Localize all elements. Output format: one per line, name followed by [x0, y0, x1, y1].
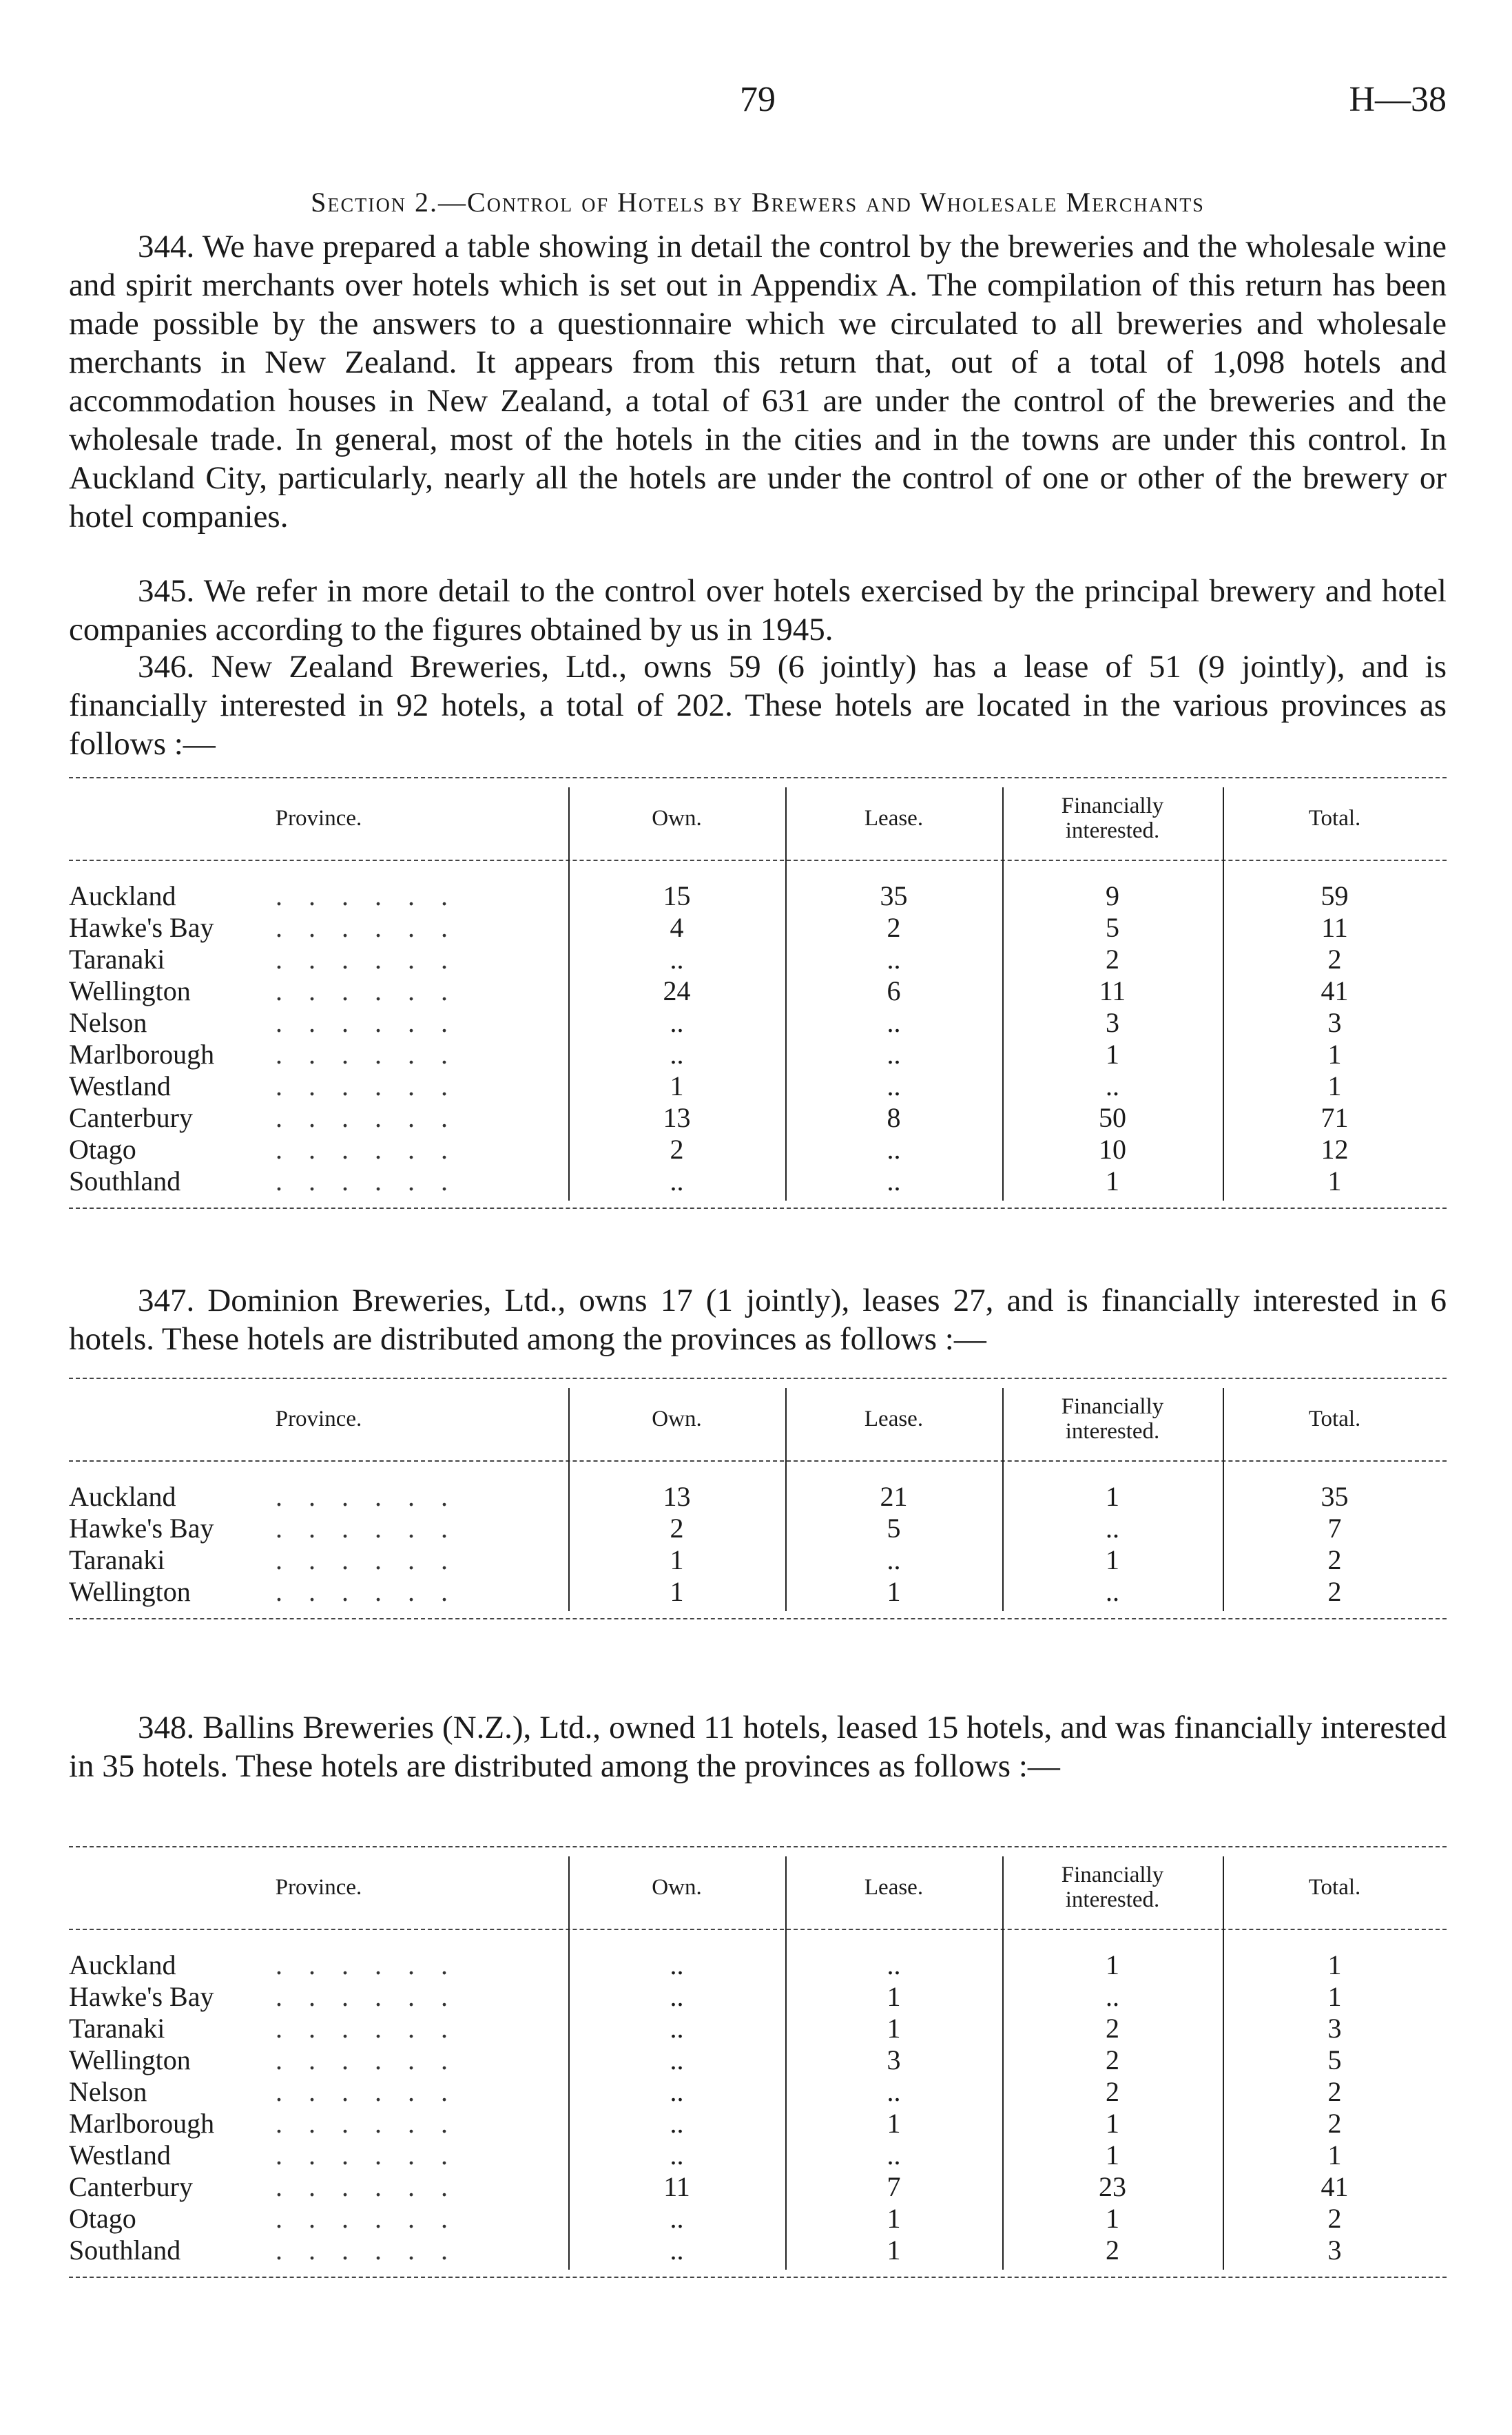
- cell-own: ..: [670, 1039, 684, 1070]
- header-province: Province.: [275, 806, 362, 831]
- cell-total: 2: [1327, 2203, 1342, 2234]
- table-header-rule: [69, 860, 1447, 861]
- province-name: Nelson: [69, 2076, 147, 2107]
- paragraph-347: 347. Dominion Breweries, Ltd., owns 17 (1 jointly), leases 27, and is financially interested in 6 hotels. These hotels are distributed among the provinces as follows :—: [69, 1283, 1447, 1357]
- document-id: H—38: [1349, 80, 1447, 119]
- header-financially-line2: interested.: [1065, 818, 1160, 843]
- header-financially-line2: interested.: [1065, 1887, 1160, 1912]
- header-financially-interested: [1002, 1378, 1223, 1460]
- cell-financially-interested: 1: [1106, 1039, 1119, 1070]
- leader-dots: . . . . . .: [276, 1513, 457, 1544]
- cell-lease: ..: [887, 944, 901, 975]
- cell-total: 59: [1321, 880, 1349, 911]
- cell-financially-interested: 1: [1106, 2108, 1119, 2139]
- cell-total: 1: [1327, 1165, 1342, 1196]
- cell-own: 2: [670, 1134, 684, 1165]
- province-name: Auckland: [69, 1481, 176, 1512]
- table-row: [69, 944, 1447, 975]
- cell-own: ..: [670, 1165, 684, 1196]
- cell-financially-interested: 2: [1106, 2235, 1119, 2266]
- cell-total: 11: [1321, 912, 1348, 943]
- leader-dots: . . . . . .: [276, 880, 457, 911]
- cell-own: ..: [670, 2108, 684, 2139]
- table-row: [69, 1481, 1447, 1513]
- cell-own: 1: [670, 1576, 684, 1607]
- cell-financially-interested: ..: [1106, 1981, 1119, 2012]
- table-header-rule: [69, 1929, 1447, 1930]
- paragraph-348: 348. Ballins Breweries (N.Z.), Ltd., owned 11 hotels, leased 15 hotels, and was financially interested in 35 hotels. These hotels are distributed among the provinces as follows :—: [69, 1710, 1447, 1784]
- header-lease: Lease.: [864, 1875, 924, 1900]
- cell-total: 1: [1327, 1070, 1342, 1101]
- cell-own: ..: [670, 2076, 684, 2107]
- cell-total: 3: [1327, 2013, 1342, 2044]
- leader-dots: . . . . . .: [276, 1070, 457, 1101]
- leader-dots: . . . . . .: [276, 1576, 457, 1607]
- cell-total: 2: [1327, 944, 1342, 975]
- cell-total: 2: [1327, 1576, 1342, 1607]
- table-ballins-breweries: [69, 1846, 1447, 2335]
- cell-financially-interested: 1: [1106, 1949, 1119, 1980]
- cell-financially-interested: 1: [1106, 1481, 1119, 1512]
- cell-financially-interested: 2: [1106, 944, 1119, 975]
- cell-financially-interested: 1: [1106, 2139, 1119, 2170]
- cell-financially-interested: 2: [1106, 2044, 1119, 2075]
- header-total: Total.: [1308, 806, 1361, 831]
- cell-lease: 21: [880, 1481, 908, 1512]
- province-name: Southland: [69, 2235, 181, 2266]
- header-province: Province.: [275, 1875, 362, 1900]
- leader-dots: . . . . . .: [276, 912, 457, 943]
- cell-own: ..: [670, 2044, 684, 2075]
- table-row: [69, 1102, 1447, 1134]
- table-row: [69, 1134, 1447, 1165]
- cell-lease: ..: [887, 1007, 901, 1038]
- cell-total: 1: [1327, 1039, 1342, 1070]
- cell-own: ..: [670, 1949, 684, 1980]
- cell-own: 15: [663, 880, 691, 911]
- leader-dots: . . . . . .: [276, 2235, 457, 2266]
- cell-lease: ..: [887, 1544, 901, 1575]
- province-name: Westland: [69, 1070, 171, 1101]
- leader-dots: . . . . . .: [276, 2203, 457, 2234]
- leader-dots: . . . . . .: [276, 1102, 457, 1133]
- province-name: Wellington: [69, 1576, 191, 1607]
- cell-financially-interested: 2: [1106, 2013, 1119, 2044]
- page-number: 79: [740, 80, 776, 119]
- cell-own: ..: [670, 2013, 684, 2044]
- cell-financially-interested: 1: [1106, 1165, 1119, 1196]
- table-row: [69, 1070, 1447, 1102]
- cell-own: ..: [670, 2203, 684, 2234]
- cell-financially-interested: ..: [1106, 1513, 1119, 1544]
- cell-total: 5: [1327, 2044, 1342, 2075]
- table-row: [69, 1007, 1447, 1039]
- header-financially-line2: interested.: [1065, 1419, 1160, 1444]
- cell-total: 71: [1321, 1102, 1349, 1133]
- table-dominion-breweries: [69, 1378, 1447, 1667]
- province-name: Marlborough: [69, 1039, 215, 1070]
- table-new-zealand-breweries: [69, 777, 1447, 1252]
- leader-dots: . . . . . .: [276, 2139, 457, 2170]
- table-row: [69, 2076, 1447, 2108]
- leader-dots: . . . . . .: [276, 944, 457, 975]
- province-name: Nelson: [69, 1007, 147, 1038]
- cell-lease: 6: [887, 975, 901, 1006]
- table-row: [69, 880, 1447, 912]
- province-name: Otago: [69, 2203, 136, 2234]
- province-name: Wellington: [69, 975, 191, 1006]
- table-bottom-rule: [69, 1208, 1447, 1209]
- cell-financially-interested: 10: [1099, 1134, 1126, 1165]
- table-row: [69, 1165, 1447, 1197]
- page-header: [69, 79, 1447, 127]
- table-row: [69, 2203, 1447, 2235]
- cell-lease: 7: [887, 2171, 901, 2202]
- leader-dots: . . . . . .: [276, 1544, 457, 1575]
- province-name: Taranaki: [69, 1544, 165, 1575]
- leader-dots: . . . . . .: [276, 1165, 457, 1196]
- cell-own: 24: [663, 975, 691, 1006]
- cell-lease: 1: [887, 1576, 901, 1607]
- table-row: [69, 2108, 1447, 2139]
- header-financially-line1: Financially: [1061, 1863, 1164, 1887]
- cell-total: 2: [1327, 1544, 1342, 1575]
- header-lease: Lease.: [864, 1407, 924, 1431]
- cell-total: 2: [1327, 2076, 1342, 2107]
- cell-own: 11: [663, 2171, 690, 2202]
- table-row: [69, 1544, 1447, 1576]
- leader-dots: . . . . . .: [276, 2044, 457, 2075]
- leader-dots: . . . . . .: [276, 2108, 457, 2139]
- province-name: Hawke's Bay: [69, 912, 214, 943]
- header-lease: Lease.: [864, 806, 924, 831]
- cell-own: ..: [670, 2139, 684, 2170]
- cell-lease: ..: [887, 1165, 901, 1196]
- table-row: [69, 2139, 1447, 2171]
- paragraph-346: 346. New Zealand Breweries, Ltd., owns 59 (6 jointly) has a lease of 51 (9 jointly), and is financially interested in 92 hotels, a total of 202. These hotels are located in the various provinces as follows :—: [69, 649, 1447, 762]
- cell-own: 4: [670, 912, 684, 943]
- cell-total: 12: [1321, 1134, 1349, 1165]
- province-name: Taranaki: [69, 2013, 165, 2044]
- header-financially-line1: Financially: [1061, 794, 1164, 818]
- cell-total: 3: [1327, 1007, 1342, 1038]
- section-title: Section 2.—Control of Hotels by Brewers and Wholesale Merchants: [311, 187, 1205, 218]
- province-name: Auckland: [69, 1949, 176, 1980]
- table-row: [69, 2013, 1447, 2044]
- province-name: Otago: [69, 1134, 136, 1165]
- cell-lease: 1: [887, 2013, 901, 2044]
- table-row: [69, 912, 1447, 944]
- leader-dots: . . . . . .: [276, 1949, 457, 1980]
- cell-own: ..: [670, 1007, 684, 1038]
- cell-lease: 1: [887, 2235, 901, 2266]
- province-name: Hawke's Bay: [69, 1513, 214, 1544]
- province-name: Southland: [69, 1165, 181, 1196]
- province-name: Hawke's Bay: [69, 1981, 214, 2012]
- cell-total: 1: [1327, 1981, 1342, 2012]
- paragraph-344: 344. We have prepared a table showing in detail the control by the breweries and the wholesale wine and spirit merchants over hotels which is set out in Appendix A. The compilation of this return has been made possible by the answers to a questionnaire which we circulated to all breweries and wholesale merchants in New Zealand. It appears from this return that, out of a total of 1,098 hotels and accommodation houses in New Zealand, a total of 631 are under the control of the breweries and the wholesale trade. In general, most of the hotels in the cities and in the towns are under this control. In Auckland City, particularly, nearly all the hotels are under the control of one or other of the brewery or hotel companies.: [69, 229, 1447, 535]
- header-total: Total.: [1308, 1875, 1361, 1900]
- table-bottom-rule: [69, 2277, 1447, 2278]
- cell-total: 41: [1321, 2171, 1349, 2202]
- table-row: [69, 1949, 1447, 1981]
- cell-own: 13: [663, 1481, 691, 1512]
- cell-lease: 5: [887, 1513, 901, 1544]
- table-row: [69, 2044, 1447, 2076]
- table-header-rule: [69, 1460, 1447, 1462]
- cell-own: ..: [670, 944, 684, 975]
- province-name: Wellington: [69, 2044, 191, 2075]
- leader-dots: . . . . . .: [276, 1007, 457, 1038]
- province-name: Canterbury: [69, 1102, 193, 1133]
- cell-financially-interested: 23: [1099, 2171, 1126, 2202]
- cell-lease: ..: [887, 1039, 901, 1070]
- province-name: Westland: [69, 2139, 171, 2170]
- cell-financially-interested: 3: [1106, 1007, 1119, 1038]
- cell-lease: 1: [887, 2108, 901, 2139]
- province-name: Taranaki: [69, 944, 165, 975]
- leader-dots: . . . . . .: [276, 2171, 457, 2202]
- cell-own: 13: [663, 1102, 691, 1133]
- cell-financially-interested: ..: [1106, 1576, 1119, 1607]
- leader-dots: . . . . . .: [276, 2013, 457, 2044]
- cell-total: 7: [1327, 1513, 1342, 1544]
- header-total: Total.: [1308, 1407, 1361, 1431]
- leader-dots: . . . . . .: [276, 1039, 457, 1070]
- leader-dots: . . . . . .: [276, 1481, 457, 1512]
- header-own: Own.: [652, 1407, 702, 1431]
- cell-lease: ..: [887, 1949, 901, 1980]
- cell-lease: 2: [887, 912, 901, 943]
- cell-own: 2: [670, 1513, 684, 1544]
- header-own: Own.: [652, 806, 702, 831]
- leader-dots: . . . . . .: [276, 975, 457, 1006]
- cell-financially-interested: ..: [1106, 1070, 1119, 1101]
- cell-lease: 8: [887, 1102, 901, 1133]
- cell-total: 1: [1327, 1949, 1342, 1980]
- cell-financially-interested: 11: [1099, 975, 1126, 1006]
- province-name: Marlborough: [69, 2108, 215, 2139]
- cell-lease: ..: [887, 1134, 901, 1165]
- cell-total: 2: [1327, 2108, 1342, 2139]
- cell-lease: 1: [887, 1981, 901, 2012]
- header-financially-interested: [1002, 777, 1223, 860]
- cell-lease: 3: [887, 2044, 901, 2075]
- table-bottom-rule: [69, 1618, 1447, 1619]
- leader-dots: . . . . . .: [276, 1134, 457, 1165]
- header-own: Own.: [652, 1875, 702, 1900]
- header-financially-line1: Financially: [1061, 1394, 1164, 1419]
- table-row: [69, 2235, 1447, 2266]
- table-row: [69, 1576, 1447, 1608]
- cell-financially-interested: 9: [1106, 880, 1119, 911]
- cell-lease: 1: [887, 2203, 901, 2234]
- cell-own: 1: [670, 1070, 684, 1101]
- province-name: Auckland: [69, 880, 176, 911]
- cell-financially-interested: 1: [1106, 2203, 1119, 2234]
- header-financially-interested: [1002, 1846, 1223, 1929]
- cell-financially-interested: 5: [1106, 912, 1119, 943]
- table-row: [69, 975, 1447, 1007]
- leader-dots: . . . . . .: [276, 1981, 457, 2012]
- cell-own: ..: [670, 2235, 684, 2266]
- table-row: [69, 1981, 1447, 2013]
- leader-dots: . . . . . .: [276, 2076, 457, 2107]
- cell-total: 41: [1321, 975, 1349, 1006]
- cell-lease: ..: [887, 1070, 901, 1101]
- cell-own: 1: [670, 1544, 684, 1575]
- header-province: Province.: [275, 1407, 362, 1431]
- table-row: [69, 1039, 1447, 1070]
- cell-financially-interested: 50: [1099, 1102, 1126, 1133]
- cell-financially-interested: 1: [1106, 1544, 1119, 1575]
- cell-lease: 35: [880, 880, 908, 911]
- table-row: [69, 2171, 1447, 2203]
- cell-total: 3: [1327, 2235, 1342, 2266]
- paragraph-345: 345. We refer in more detail to the control over hotels exercised by the principal brewery and hotel companies according to the figures obtained by us in 1945.: [69, 573, 1447, 647]
- cell-own: ..: [670, 1981, 684, 2012]
- province-name: Canterbury: [69, 2171, 193, 2202]
- table-row: [69, 1513, 1447, 1544]
- cell-financially-interested: 2: [1106, 2076, 1119, 2107]
- cell-total: 35: [1321, 1481, 1349, 1512]
- cell-lease: ..: [887, 2139, 901, 2170]
- cell-total: 1: [1327, 2139, 1342, 2170]
- cell-lease: ..: [887, 2076, 901, 2107]
